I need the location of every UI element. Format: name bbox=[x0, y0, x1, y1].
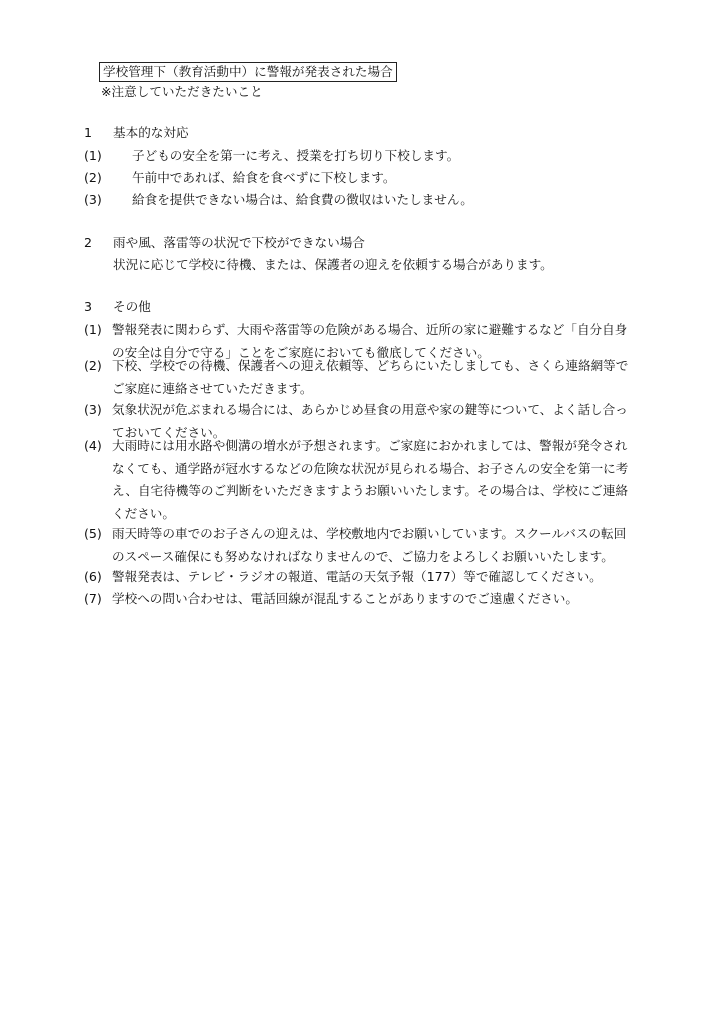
item-line: のスペース確保にも努めなければなりませんので、ご協力をよろしくお願いいたします。 bbox=[112, 548, 614, 564]
section-1-item-1 bbox=[84, 147, 459, 165]
section-1-item-2 bbox=[84, 169, 395, 187]
section-title: 雨や風、落雷等の状況で下校ができない場合 bbox=[113, 235, 365, 250]
item-line: 警報発表に関わらず、大雨や落雷等の危険がある場合、近所の家に避難するなど「自分自身 bbox=[112, 322, 628, 337]
document-title: 学校管理下（教育活動中）に警報が発表された場合 bbox=[99, 62, 397, 82]
section-2-heading bbox=[84, 234, 365, 252]
item-line: 大雨時には用水路や側溝の増水が予想されます。ご家庭におかれましては、警報が発令され bbox=[112, 438, 628, 453]
attention-note: ※注意していただきたいこと bbox=[101, 84, 263, 99]
section-number: 1 bbox=[84, 125, 93, 140]
item-line: 下校、学校での待機、保護者への迎え依頼等、どちらにいたしましても、さくら連絡網等で bbox=[112, 358, 629, 373]
item-text: 午前中であれば、給食を食べずに下校します。 bbox=[132, 170, 396, 185]
item-line: ご家庭に連絡させていただきます。 bbox=[112, 380, 313, 396]
section-number: 3 bbox=[84, 299, 93, 314]
item-number: (1) bbox=[84, 148, 102, 163]
section-title: その他 bbox=[113, 299, 151, 314]
section-1-heading bbox=[84, 124, 189, 142]
item-line: ください。 bbox=[112, 505, 175, 521]
item-number: (6) bbox=[84, 569, 102, 584]
section-1-item-3 bbox=[84, 191, 473, 209]
item-number: (7) bbox=[84, 591, 102, 606]
item-number: (3) bbox=[84, 402, 102, 417]
item-number: (4) bbox=[84, 438, 102, 453]
section-2-body: 状況に応じて学校に待機、または、保護者の迎えを依頼する場合があります。 bbox=[113, 257, 553, 272]
item-text: 子どもの安全を第一に考え、授業を打ち切り下校します。 bbox=[132, 148, 460, 163]
item-line: 雨天時等の車でのお子さんの迎えは、学校敷地内でお願いしています。スクールバスの転回 bbox=[112, 526, 627, 541]
item-text: 給食を提供できない場合は、給食費の徴収はいたしません。 bbox=[132, 192, 473, 207]
item-number: (1) bbox=[84, 322, 102, 337]
item-number: (2) bbox=[84, 170, 102, 185]
item-number: (3) bbox=[84, 192, 102, 207]
item-number: (2) bbox=[84, 358, 102, 373]
item-line: 学校への問い合わせは、電話回線が混乱することがありますのでご遠慮ください。 bbox=[112, 591, 578, 606]
item-line: の安全は自分で守る」ことをご家庭においても徹底してください。 bbox=[112, 344, 490, 360]
section-3-heading bbox=[84, 298, 151, 316]
item-line: 警報発表は、テレビ・ラジオの報道、電話の天気予報（177）等で確認してください。 bbox=[112, 569, 602, 584]
section-number: 2 bbox=[84, 235, 93, 250]
item-line: え、自宅待機等のご判断をいただきますようお願いいたします。その場合は、学校にご連絡 bbox=[112, 483, 629, 498]
section-title: 基本的な対応 bbox=[113, 125, 189, 140]
item-line: ておいてください。 bbox=[112, 424, 226, 440]
item-line: なくても、通学路が冠水するなどの危険な状況が見られる場合、お子さんの安全を第一に考 bbox=[112, 460, 629, 476]
item-number: (5) bbox=[84, 526, 102, 541]
item-line: 気象状況が危ぶまれる場合には、あらかじめ昼食の用意や家の鍵等について、よく話し合っ bbox=[112, 402, 628, 417]
